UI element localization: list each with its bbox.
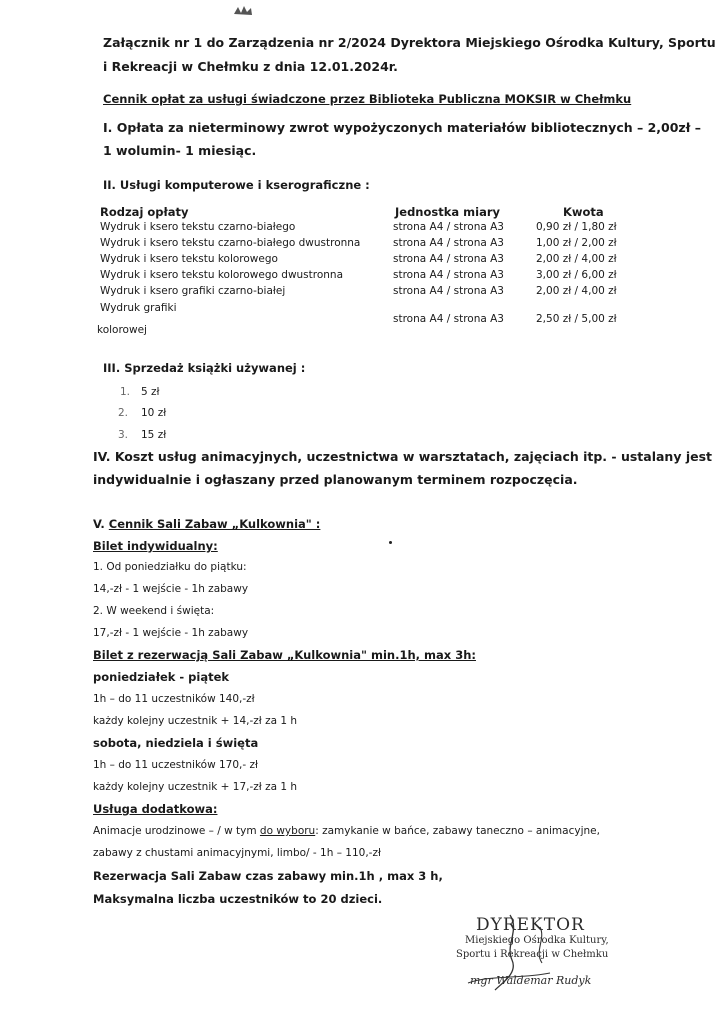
extra-service-line-1-end: : zamykanie w bańce, zabawy taneczno – animacyjne,	[315, 825, 600, 837]
section-3-heading: III. Sprzedaż książki używanej :	[103, 361, 306, 375]
extra-service-line-2: zabawy z chustami animacyjnymi, limbo/ - 1h – 110,-zł	[93, 847, 381, 859]
reservation-note: Rezerwacja Sali Zabaw czas zabawy min.1h , max 3 h,	[93, 869, 443, 883]
section-4-line-2: indywidualnie i ogłaszany przed planowanym terminem rozpoczęcia.	[93, 472, 578, 487]
stamp-title: DYREKTOR	[476, 915, 585, 935]
section-5-title: Cennik Sali Zabaw „Kulkownia" :	[108, 517, 321, 531]
extra-service-line-1-start: Animacje urodzinowe – / w tym	[93, 825, 260, 837]
used-book-item-2-price: 10 zł	[141, 407, 167, 419]
weekday-reservation-heading: poniedziałek - piątek	[93, 670, 230, 684]
weekday-reservation-line-1: 1h – do 11 uczestników 140,-zł	[93, 693, 255, 705]
section-2-heading: II. Usługi komputerowe i kserograficzne :	[103, 178, 370, 192]
service-row-2-name: Wydruk i ksero tekstu czarno-białego dwustronna	[100, 237, 361, 249]
handwritten-signature	[450, 905, 610, 995]
stamp-signature: mgr Waldemar Rudyk	[470, 974, 592, 987]
section-1-line-2: 1 wolumin- 1 miesiąc.	[103, 143, 257, 158]
service-row-1-price: 0,90 zł / 1,80 zł	[536, 221, 617, 233]
scan-dot	[389, 541, 392, 544]
service-row-3-unit: strona A4 / strona A3	[393, 253, 504, 265]
header-line-2: i Rekreacji w Chełmku z dnia 12.01.2024r.	[103, 59, 398, 74]
weekend-price: 17,-zł - 1 wejście - 1h zabawy	[93, 627, 249, 639]
service-row-6-unit: strona A4 / strona A3	[393, 313, 504, 325]
service-row-5-name: Wydruk i ksero grafiki czarno-białej	[100, 285, 286, 297]
used-book-item-3-number: 3.	[118, 429, 129, 441]
section-5-heading	[93, 517, 320, 531]
service-row-1-unit: strona A4 / strona A3	[393, 221, 504, 233]
section-1-line-1: I. Opłata za nieterminowy zwrot wypożyczonych materiałów bibliotecznych – 2,00zł –	[103, 120, 701, 135]
weekend-reservation-line-2: każdy kolejny uczestnik + 17,-zł za 1 h	[93, 781, 298, 793]
weekday-price: 14,-zł - 1 wejście - 1h zabawy	[93, 583, 249, 595]
service-row-6-name-line-2: kolorowej	[97, 324, 147, 336]
max-participants-note: Maksymalna liczba uczestników to 20 dzieci.	[93, 892, 383, 906]
used-book-item-1-number: 1.	[120, 386, 131, 398]
section-4-line-1: IV. Koszt usług animacyjnych, uczestnictwa w warsztatach, zajęciach itp. - ustalany jest	[93, 449, 712, 464]
weekday-label: 1. Od poniedziałku do piątku:	[93, 561, 247, 573]
stamp-line-1: Miejskiego Ośrodka Kultury,	[465, 935, 609, 946]
used-book-item-1-price: 5 zł	[141, 386, 160, 398]
section-5-prefix: V.	[93, 517, 109, 531]
service-row-6-name-line-1: Wydruk grafiki	[100, 302, 177, 314]
weekend-label: 2. W weekend i święta:	[93, 605, 215, 617]
weekend-reservation-line-1: 1h – do 11 uczestników 170,- zł	[93, 759, 259, 771]
extra-service-heading: Usługa dodatkowa:	[93, 802, 218, 816]
page-title: Cennik opłat za usługi świadczone przez Biblioteka Publiczna MOKSIR w Chełmku	[103, 92, 632, 106]
column-header-amount: Kwota	[563, 205, 604, 219]
service-row-2-unit: strona A4 / strona A3	[393, 237, 504, 249]
extra-service-choice: do wyboru	[259, 825, 316, 837]
stamp-line-2: Sportu i Rekreacji w Chełmku	[456, 949, 609, 960]
column-header-unit: Jednostka miary	[395, 205, 501, 219]
scan-smudge	[232, 4, 254, 18]
weekend-reservation-heading: sobota, niedziela i święta	[93, 736, 259, 750]
service-row-3-price: 2,00 zł / 4,00 zł	[536, 253, 617, 265]
service-row-5-price: 2,00 zł / 4,00 zł	[536, 285, 617, 297]
weekday-reservation-line-2: każdy kolejny uczestnik + 14,-zł za 1 h	[93, 715, 298, 727]
used-book-item-3-price: 15 zł	[141, 429, 167, 441]
individual-ticket-heading: Bilet indywidualny:	[93, 539, 218, 553]
service-row-1-name: Wydruk i ksero tekstu czarno-białego	[100, 221, 296, 233]
column-header-type: Rodzaj opłaty	[100, 205, 189, 219]
service-row-6-price: 2,50 zł / 5,00 zł	[536, 313, 617, 325]
extra-service-line-1	[93, 825, 600, 837]
header-line-1: Załącznik nr 1 do Zarządzenia nr 2/2024 Dyrektora Miejskiego Ośrodka Kultury, Sportu	[103, 35, 716, 50]
service-row-4-unit: strona A4 / strona A3	[393, 269, 504, 281]
service-row-4-name: Wydruk i ksero tekstu kolorowego dwustronna	[100, 269, 344, 281]
service-row-3-name: Wydruk i ksero tekstu kolorowego	[100, 253, 278, 265]
reservation-ticket-heading: Bilet z rezerwacją Sali Zabaw „Kulkownia" min.1h, max 3h:	[93, 648, 476, 662]
used-book-item-2-number: 2.	[118, 407, 129, 419]
service-row-5-unit: strona A4 / strona A3	[393, 285, 504, 297]
service-row-4-price: 3,00 zł / 6,00 zł	[536, 269, 617, 281]
service-row-2-price: 1,00 zł / 2,00 zł	[536, 237, 617, 249]
